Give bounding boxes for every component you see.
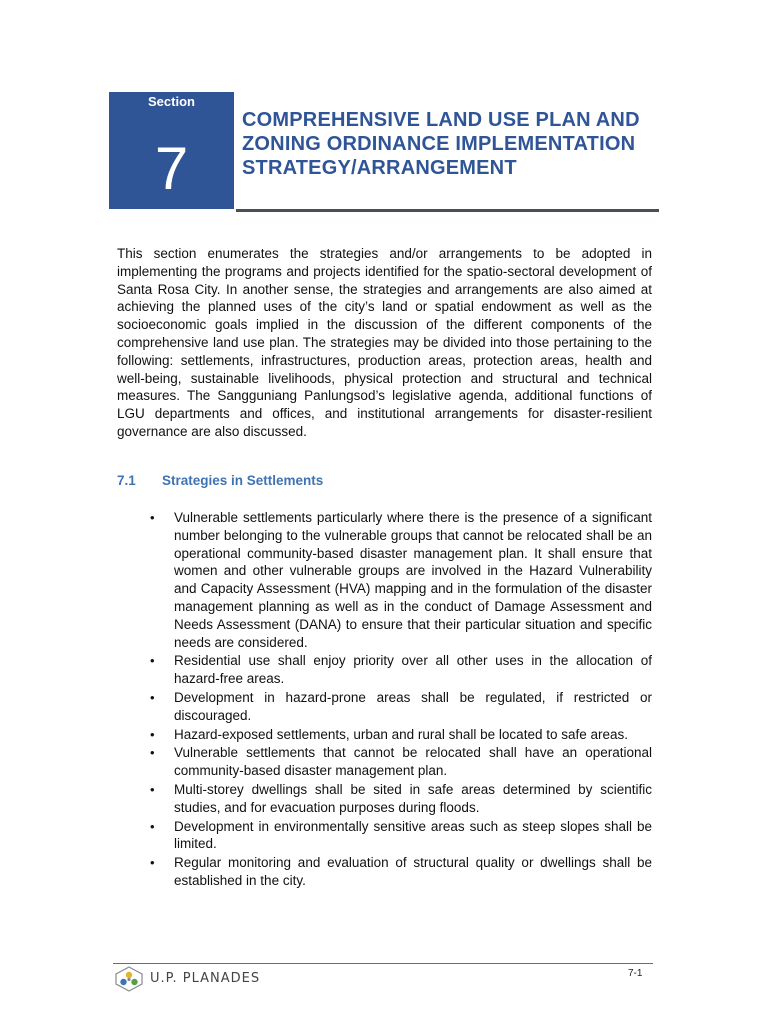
subsection-title: Strategies in Settlements — [162, 473, 324, 488]
subsection-number: 7.1 — [117, 473, 136, 488]
section-label: Section — [148, 94, 195, 109]
page-number: 7-1 — [628, 968, 643, 979]
list-item: • Vulnerable settlements that cannot be relocated shall have an operational community-based disaster management plan. — [148, 744, 652, 780]
subsection-heading — [117, 473, 657, 488]
title-underline — [236, 209, 659, 212]
list-item: • Development in environmentally sensitive areas such as steep slopes shall be limited. — [148, 818, 652, 854]
section-number: 7 — [154, 135, 189, 202]
list-item: • Multi-storey dwellings shall be sited in safe areas determined by scientific studies, and for evacuation purposes during floods. — [148, 781, 652, 817]
section-title: COMPREHENSIVE LAND USE PLAN AND ZONING ORDINANCE IMPLEMENTATION STRATEGY/ARRANGEMENT — [242, 109, 640, 179]
intro-paragraph: This section enumerates the strategies and/or arrangements to be adopted in implementing the programs and projects identified for the spatio-sectoral development of Santa Rosa City. In another sense, the strategies and arrangements are also aimed at achieving the planned uses of the city’s land or spatial endowment as well as the socioeconomic goals implied in the discussion of the different components of the comprehensive land use plan. The strategies may be divided into those pertaining to the following: settlements, infrastructures, production areas, protection areas, health and well-being, sustainable livelihoods, physical protection and structural and technical measures. The Sangguniang Panlungsod’s legislative agenda, additional functions of LGU departments and offices, and institutional arrangements for disaster-resilient governance are also discussed. — [117, 246, 652, 439]
list-item: • Development in hazard-prone areas shall be regulated, if restricted or discouraged. — [148, 689, 652, 725]
list-item: • Regular monitoring and evaluation of structural quality or dwellings shall be established in the city. — [148, 854, 652, 890]
planades-logo-icon — [114, 966, 144, 992]
footer-logo-text: U.P. PLANADES — [150, 971, 261, 986]
list-item: • Vulnerable settlements particularly where there is the presence of a significant number belonging to the vulnerable groups that cannot be relocated shall be an operational community-based disaster management plan. It shall ensure that women and other vulnerable groups are involved in the Hazard Vulnerability and Capacity Assessment (HVA) mapping and in the formulation of the disaster management planning as well as in the conduct of Damage Assessment and Needs Assessment (DANA) to ensure that their particular situation and specific needs are considered. — [148, 509, 652, 651]
strategy-list — [148, 509, 652, 891]
list-item: • Residential use shall enjoy priority over all other uses in the allocation of hazard-free areas. — [148, 652, 652, 688]
section-number-box — [109, 92, 234, 209]
list-item: • Hazard-exposed settlements, urban and rural shall be located to safe areas. — [148, 726, 652, 744]
footer-divider — [113, 963, 653, 964]
